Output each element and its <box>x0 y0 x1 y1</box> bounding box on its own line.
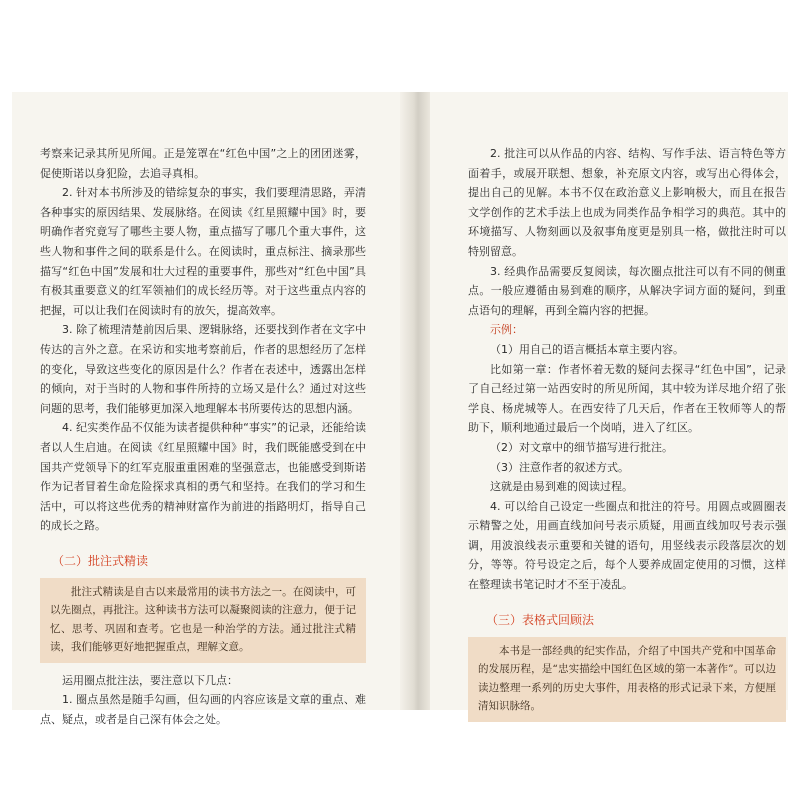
callout-annotation-reading: 批注式精读是自古以来最常用的读书方法之一。在阅读中，可以先圈点，再批注。这种读书方法可以凝聚阅读的注意力，便于记忆、思考、巩固和查考。它也是一种治学的方法。通过批注式精读，我们能够更好地把握重点，理解文意。 <box>40 578 366 663</box>
example-item-5: 这就是由易到难的阅读过程。 <box>490 480 633 494</box>
right-page <box>468 144 786 730</box>
left-paragraph-4: 4. 纪实类作品不仅能为读者提供种种“事实”的记录，还能给读者以人生启迪。在阅读《红星照耀中国》时，我们既能感受到在中国共产党领导下的红军克服重重困难的坚强意志，也能感受到斯诺作为记者冒着生命危险探求真相的勇气和坚持。在我们的学习和生活中，可以将这些优秀的精神财富作为前进的指路明灯，指导自己的成长之路。 <box>40 421 366 533</box>
left-paragraph-3: 3. 除了梳理清楚前因后果、逻辑脉络，还要找到作者在文字中传达的言外之意。在采访和实地考察前后，作者的思想经历了怎样的变化，导致这些变化的原因是什么？作者在表述中，透露出怎样的倾向，对于当时的人物和事件所持的立场又是什么？通过对这些问题的思考，我们能够更加深入地理解本书所要传达的思想内涵。 <box>40 323 366 415</box>
section-title-annotation-reading: （二）批注式精读 <box>52 553 149 568</box>
example-item-6: 4. 可以给自己设定一些圈点和批注的符号。用圆点或圆圈表示精警之处，用画直线加问号表示质疑，用画直线加叹号表示强调，用波浪线表示重要和关键的语句，用竖线表示段落层次的划分，等等。符号设定之后，每个人要养成固定使用的习惯，这样在整理读书笔记时才不至于凌乱。 <box>468 499 786 592</box>
example-label: 示例： <box>490 323 523 337</box>
right-paragraph-1: 2. 批注可以从作品的内容、结构、写作手法、语言特色等方面着手，或展开联想、想象，补充原文内容，或写出心得体会，提出自己的见解。本书不仅在政治意义上影响极大，而且在报告文学创作的艺术手法上也成为同类作品争相学习的典范。其中的环境描写、人物刻画以及叙事角度更是别具一格，做批注时可以特别留意。 <box>468 147 786 258</box>
right-paragraph-2: 3. 经典作品需要反复阅读，每次圈点批注可以有不同的侧重点。一般应遵循由易到难的顺序，从解决字词方面的疑问，到重点语句的理解，再到全篇内容的把握。 <box>468 264 786 317</box>
left-after-paragraph-1: 运用圈点批注法，要注意以下几点： <box>62 673 238 687</box>
left-paragraph-2: 2. 针对本书所涉及的错综复杂的事实，我们要理清思路，弄清各种事实的原因结果、发展脉络。在阅读《红星照耀中国》时，要明确作者究竟写了哪些主要人物，重点描写了哪几个重大事件，这些人物和事件之间的联系是什么。在阅读时，重点标注、摘录那些描写“红色中国”发展和壮大过程的重要事件，那些对“红色中国”具有极其重要意义的红军领袖们的成长经历等。对于这些重点内容的把握，可以让我们在阅读时有的放矢，提高效率。 <box>40 186 366 317</box>
example-item-3: （2）对文章中的细节描写进行批注。 <box>490 440 673 454</box>
callout-table-review: 本书是一部经典的纪实作品，介绍了中国共产党和中国革命的发展历程，是“忠实描绘中国红色区域的第一本著作”。可以边读边整理一系列的历史大事件，用表格的形式记录下来，方便厘清知识脉络。 <box>468 637 786 722</box>
left-paragraph-1: 考察来记录其所见所闻。正是笼罩在“红色中国”之上的团团迷雾，促使斯诺以身犯险，去追寻真相。 <box>40 147 366 180</box>
example-item-4: （3）注意作者的叙述方式。 <box>490 460 629 474</box>
left-page <box>40 144 366 730</box>
example-item-2: 比如第一章：作者怀着无数的疑问去探寻“红色中国”，记录了自己经过第一站西安时的所见所闻，其中较为详尽地介绍了张学良、杨虎城等人。在西安待了几天后，作者在王牧师等人的帮助下，顺利地通过最后一个岗哨，进入了红区。 <box>468 362 786 435</box>
book-gutter <box>400 92 430 710</box>
left-after-paragraph-2: 1. 圈点虽然是随手勾画，但勾画的内容应该是文章的重点、难点、疑点，或者是自己深有体会之处。 <box>40 693 366 727</box>
section-title-table-review: （三）表格式回顾法 <box>486 612 595 627</box>
book-spread <box>12 92 788 727</box>
example-item-1: （1）用自己的语言概括本章主要内容。 <box>490 342 684 356</box>
